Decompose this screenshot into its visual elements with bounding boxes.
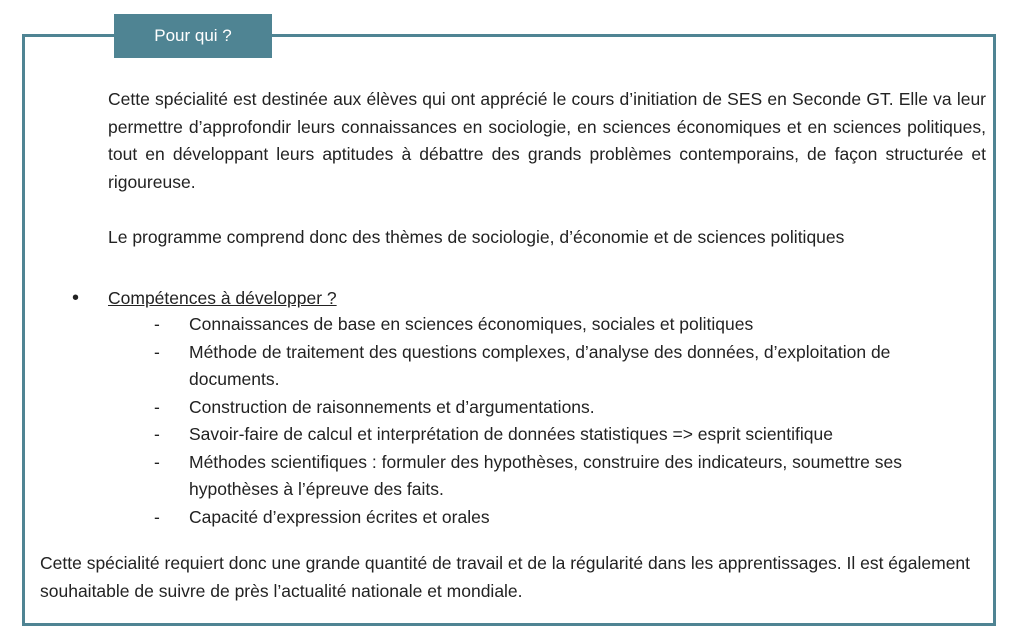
list-item-text: Savoir-faire de calcul et interprétation de données statistiques => esprit scientifique [189,424,833,444]
closing-paragraph: Cette spécialité requiert donc une grande quantité de travail et de la régularité dans les apprentissages. Il est également souhaitable de suivre de près l’actualité nationale et mondiale. [40,553,971,601]
dash-icon: - [154,451,160,472]
dash-icon: - [154,424,160,444]
list-item-text: Méthode de traitement des questions complexes, d’analyse des données, d’exploitation de documents. [189,341,891,389]
intro-paragraph-1: Cette spécialité est destinée aux élèves qui ont apprécié le cours d’initiation de SES en Seconde GT. Elle va leur permettre d’approfondir leurs connaissances en sociologie, en sciences économiques et en sciences politiques, tout en développant leurs aptitudes à débattre des grands problèmes contemporains, de façon structurée et rigoureuse. [108,89,986,192]
list-item-text: Méthodes scientifiques : formuler des hypothèses, construire des indicateurs, soumettre ses hypothèses à l’épreuve des faits. [189,451,902,499]
skills-heading: Compétences à développer ? [108,288,337,308]
intro-block [108,86,986,251]
list-item-text: Construction de raisonnements et d’argumentations. [189,396,595,417]
list-item [154,394,984,422]
list-item [154,449,984,504]
bullet-icon: • [72,287,80,309]
dash-icon: - [154,506,160,527]
section-title-tab [114,14,272,58]
dash-icon: - [154,396,160,417]
list-item [154,421,984,449]
paragraph-spacer [108,196,986,224]
dash-icon: - [154,341,160,362]
list-item [154,311,984,339]
list-item [154,504,984,532]
skills-list [154,311,984,531]
intro-paragraph-2: Le programme comprend donc des thèmes de sociologie, d’économie et de sciences politiques [108,226,845,247]
list-item-text: Capacité d’expression écrites et orales [189,506,490,527]
list-item [154,339,984,394]
dash-icon: - [154,314,160,334]
section-title: Pour qui ? [154,26,232,45]
list-item-text: Connaissances de base en sciences économiques, sociales et politiques [189,314,754,334]
